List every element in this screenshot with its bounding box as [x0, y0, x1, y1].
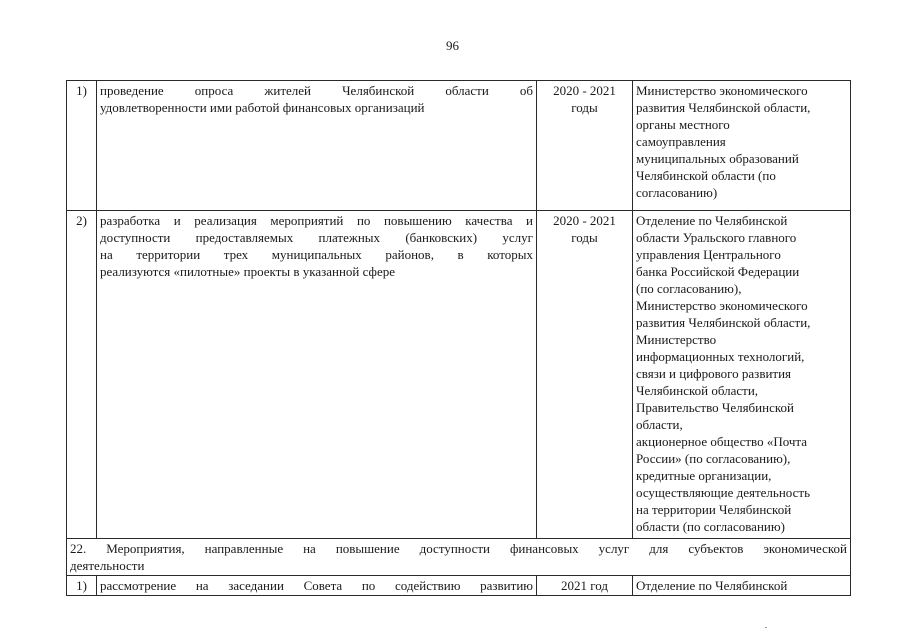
description-line: на территории трех муниципальных районов, в которых	[100, 247, 533, 262]
responsible-line: области Уральского главного	[636, 230, 797, 245]
section-heading-line: деятельности	[70, 558, 145, 573]
description-line: удовлетворенности ими работой финансовых организаций	[100, 100, 425, 115]
responsible-line: муниципальных образований	[636, 151, 799, 166]
responsible-line: Министерство экономического	[636, 298, 808, 313]
measure-period	[537, 81, 633, 211]
measure-description	[97, 576, 537, 596]
responsible-line: самоуправления	[636, 134, 726, 149]
responsible-line: Министерство	[636, 332, 717, 347]
measure-period	[537, 211, 633, 539]
responsible-line: на территории Челябинской	[636, 502, 792, 517]
responsible-line: России» (по согласованию),	[636, 451, 791, 466]
responsible-line: развития Челябинской области,	[636, 315, 811, 330]
responsible-line: управления Центрального	[636, 247, 781, 262]
section-heading	[67, 539, 851, 576]
description-line: рассмотрение на заседании Совета по содействию развитию	[100, 578, 533, 593]
table-row	[67, 576, 851, 596]
page-number: 96	[446, 38, 459, 53]
responsible-line: связи и цифрового развития	[636, 366, 792, 381]
measures-table	[66, 80, 851, 596]
responsible-line: осуществляющие деятельность	[636, 485, 811, 500]
description-line: проведение опроса жителей Челябинской области об	[100, 83, 533, 98]
responsible-line: Отделение по Челябинской	[636, 213, 788, 228]
responsible-line: Министерство экономического	[636, 83, 808, 98]
measure-period: 2021 год	[537, 576, 633, 596]
responsible-executors	[633, 81, 851, 211]
row-number: 1)	[67, 81, 97, 211]
row-number: 1)	[67, 576, 97, 596]
row-number: 2)	[67, 211, 97, 539]
section-row	[67, 539, 851, 576]
responsible-line: Челябинской области,	[636, 383, 759, 398]
measure-description	[97, 211, 537, 539]
responsible-line: Челябинской области (по	[636, 168, 776, 183]
responsible-line: Правительство Челябинской	[636, 400, 794, 415]
responsible-line: акционерное общество «Почта	[636, 434, 808, 449]
description-line: разработка и реализация мероприятий по повышению качества и	[100, 213, 533, 228]
scan-speck	[765, 627, 767, 628]
responsible-line: области (по согласованию)	[636, 519, 785, 534]
period-line: 2020 - 2021	[553, 83, 616, 98]
responsible-line: области,	[636, 417, 683, 432]
measure-description	[97, 81, 537, 211]
period-line: 2020 - 2021	[553, 213, 616, 228]
responsible-executors: Отделение по Челябинской	[633, 576, 851, 596]
responsible-line: органы местного	[636, 117, 730, 132]
responsible-line: банка Российской Федерации	[636, 264, 800, 279]
responsible-line: развития Челябинской области,	[636, 100, 811, 115]
responsible-line: согласованию)	[636, 185, 718, 200]
period-line: годы	[571, 230, 598, 245]
table-row	[67, 81, 851, 211]
responsible-line: кредитные организации,	[636, 468, 772, 483]
responsible-line: (по согласованию),	[636, 281, 742, 296]
table-row	[67, 211, 851, 539]
section-heading-line: 22. Мероприятия, направленные на повышение доступности финансовых услуг для субъектов экономической	[70, 541, 847, 556]
description-line: доступности предоставляемых платежных (банковских) услуг	[100, 230, 533, 245]
responsible-executors	[633, 211, 851, 539]
description-line: реализуются «пилотные» проекты в указанной сфере	[100, 264, 396, 279]
responsible-line: информационных технологий,	[636, 349, 805, 364]
period-line: годы	[571, 100, 598, 115]
